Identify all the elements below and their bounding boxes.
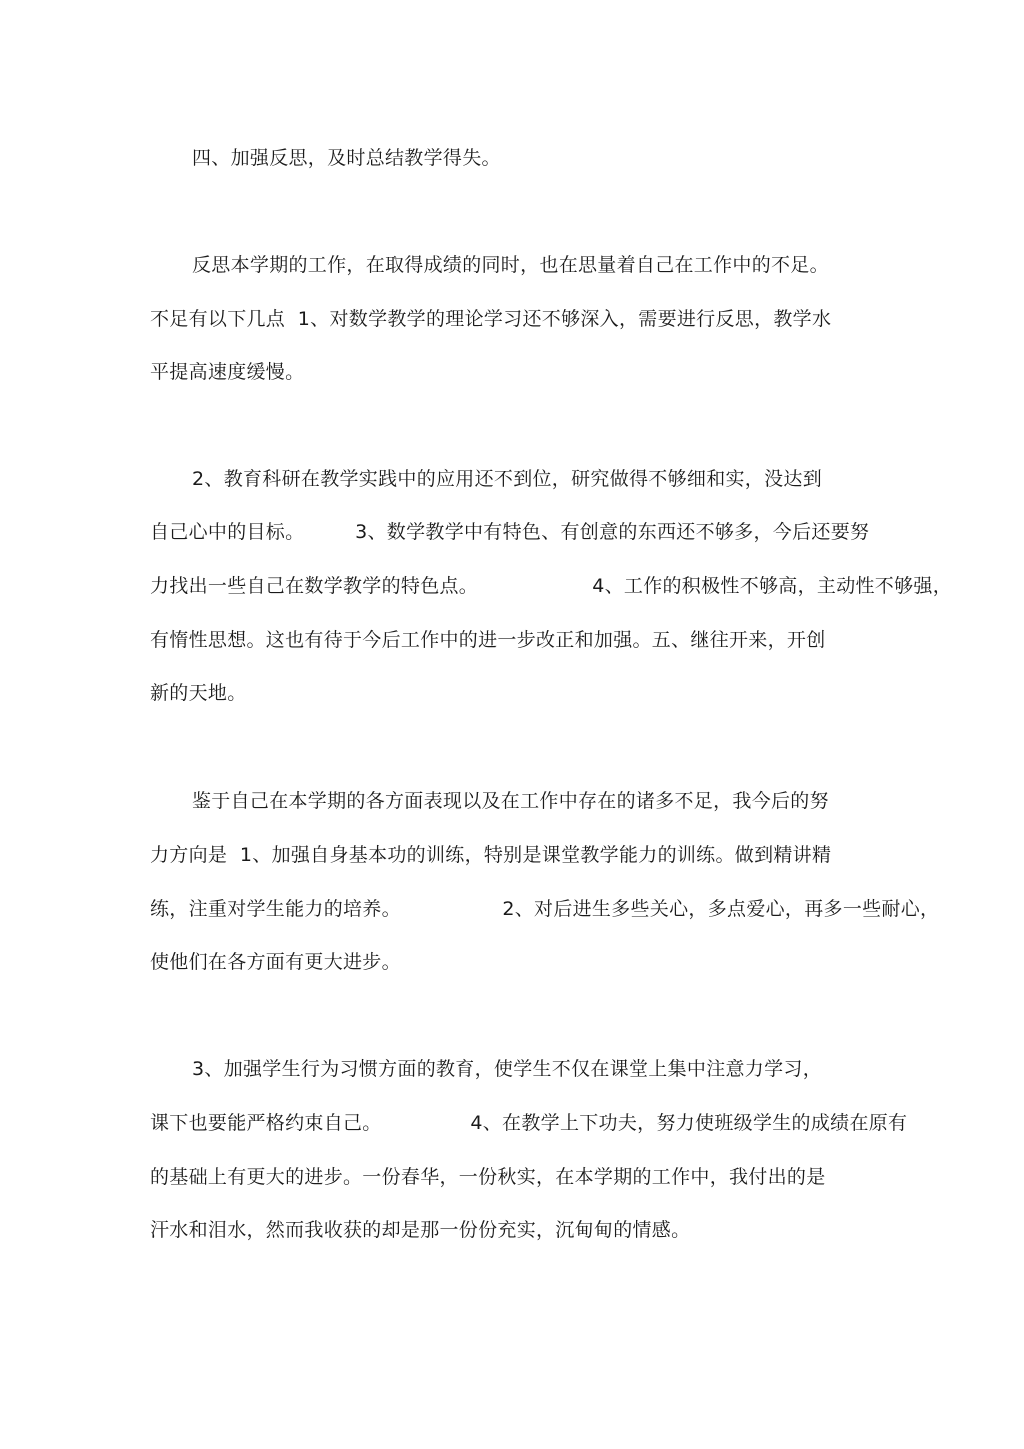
paragraph-line: 3、加强学生行为习惯方面的教育，使学生不仅在课堂上集中注意力学习， xyxy=(192,1058,822,1080)
paragraph-line: 有惰性思想。这也有待于今后工作中的进一步改正和加强。五、继往开来，开创 xyxy=(150,629,826,651)
paragraph-line: 鉴于自己在本学期的各方面表现以及在工作中存在的诸多不足，我今后的努 xyxy=(192,790,829,812)
paragraph-line: 自己心中的目标。 3、数学教学中有特色、有创意的东西还不够多，今后还要努 xyxy=(150,521,870,543)
paragraph-line: 平提高速度缓慢。 xyxy=(150,361,305,383)
paragraph-line: 不足有以下几点 1、对数学教学的理论学习还不够深入，需要进行反思，教学水 xyxy=(150,308,832,330)
paragraph-line: 力找出一些自己在数学教学的特色点。 4、工作的积极性不够高，主动性不够强， xyxy=(150,575,953,597)
paragraph-line: 汗水和泪水，然而我收获的却是那一份份充实，沉甸甸的情感。 xyxy=(150,1219,691,1241)
paragraph-line: 反思本学期的工作，在取得成绩的同时，也在思量着自己在工作中的不足。 xyxy=(192,254,829,276)
paragraph-line: 练，注重对学生能力的培养。 2、对后进生多些关心，多点爱心，再多一些耐心， xyxy=(150,898,940,920)
paragraph-line: 使他们在各方面有更大进步。 xyxy=(150,951,401,973)
paragraph-line: 的基础上有更大的进步。一份春华，一份秋实，在本学期的工作中，我付出的是 xyxy=(150,1166,826,1188)
section-heading: 四、加强反思，及时总结教学得失。 xyxy=(192,147,501,169)
paragraph-line: 课下也要能严格约束自己。 4、在教学上下功夫，努力使班级学生的成绩在原有 xyxy=(150,1112,908,1134)
paragraph-line: 力方向是 1、加强自身基本功的训练，特别是课堂教学能力的训练。做到精讲精 xyxy=(150,844,832,866)
paragraph-line: 2、教育科研在教学实践中的应用还不到位，研究做得不够细和实，没达到 xyxy=(192,468,822,490)
paragraph-line: 新的天地。 xyxy=(150,682,247,704)
